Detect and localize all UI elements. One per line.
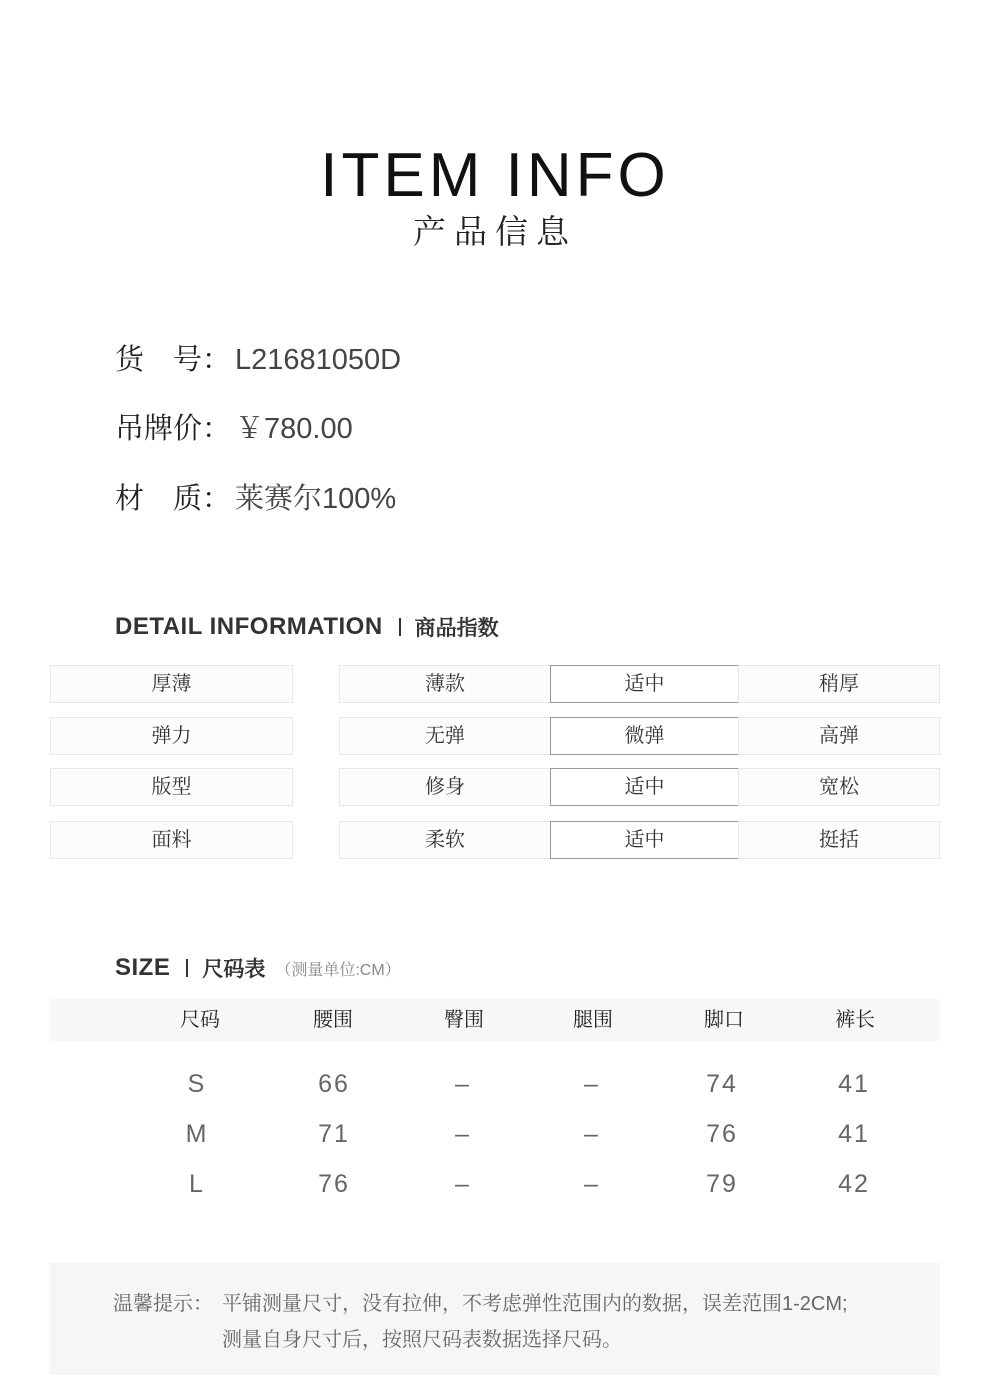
size-cell: 41 — [838, 1070, 870, 1098]
page-subtitle: 产品信息 — [413, 213, 577, 250]
info-label: 货 号： — [115, 344, 232, 376]
size-cell: – — [455, 1070, 471, 1098]
size-col-header: 腿围 — [573, 1009, 613, 1031]
tip-label: 温馨提示： — [113, 1293, 213, 1315]
detail-option: 挺括 — [738, 821, 940, 859]
detail-option: 高弹 — [738, 717, 940, 755]
size-cell: – — [455, 1170, 471, 1198]
size-col-header: 尺码 — [180, 1009, 220, 1031]
detail-row-name: 版型 — [50, 768, 293, 806]
size-col-header: 腰围 — [313, 1009, 353, 1031]
size-cell: 74 — [706, 1070, 738, 1098]
detail-option: 宽松 — [738, 768, 940, 806]
size-cell: S — [187, 1070, 207, 1098]
detail-option: 稍厚 — [738, 665, 940, 703]
tip-text-line1: 平铺测量尺寸，没有拉伸，不考虑弹性范围内的数据，误差范围1-2CM; — [222, 1293, 848, 1315]
size-cell: 76 — [706, 1120, 738, 1148]
detail-row-name: 厚薄 — [50, 665, 293, 703]
size-cell: – — [584, 1070, 600, 1098]
detail-title-cn: 商品指数 — [414, 617, 499, 640]
size-col-header: 脚口 — [704, 1009, 744, 1031]
info-label: 材 质： — [115, 483, 232, 515]
size-cell: 76 — [318, 1170, 350, 1198]
size-title-cn: 尺码表 — [202, 958, 266, 981]
detail-row-name: 面料 — [50, 821, 293, 859]
size-col-header: 裤长 — [835, 1009, 875, 1031]
detail-option-selected: 微弹 — [550, 717, 739, 755]
detail-option: 修身 — [339, 768, 551, 806]
page-title: ITEM INFO — [320, 141, 670, 210]
info-row-material — [115, 479, 396, 519]
detail-option: 薄款 — [339, 665, 551, 703]
size-cell: 42 — [838, 1170, 870, 1198]
size-col-header: 臀围 — [444, 1009, 484, 1031]
info-label: 吊牌价： — [115, 413, 232, 445]
size-cell: – — [584, 1170, 600, 1198]
detail-option-selected: 适中 — [550, 821, 739, 859]
size-unit-note: （测量单位:CM） — [275, 961, 401, 979]
info-value: ￥780.00 — [235, 413, 353, 445]
divider — [186, 959, 188, 977]
size-cell: L — [189, 1170, 205, 1198]
detail-section-header — [115, 612, 499, 642]
detail-option: 柔软 — [339, 821, 551, 859]
size-cell: – — [455, 1120, 471, 1148]
size-cell: 41 — [838, 1120, 870, 1148]
info-row-price — [115, 409, 353, 449]
size-title-en: SIZE — [115, 954, 171, 981]
detail-option-selected: 适中 — [550, 768, 739, 806]
detail-title-en: DETAIL INFORMATION — [115, 613, 383, 640]
size-cell: 66 — [318, 1070, 350, 1098]
detail-row-name: 弹力 — [50, 717, 293, 755]
info-value: L21681050D — [235, 344, 402, 376]
divider — [399, 618, 401, 636]
size-cell: M — [185, 1120, 209, 1148]
tip-text-line2: 测量自身尺寸后，按照尺码表数据选择尺码。 — [222, 1329, 622, 1351]
detail-option-selected: 适中 — [550, 665, 739, 703]
tip-box — [50, 1263, 940, 1375]
info-row-item-number — [115, 340, 401, 380]
info-value: 莱赛尔100% — [235, 483, 397, 515]
size-cell: 71 — [318, 1120, 350, 1148]
size-section-header — [115, 953, 401, 983]
detail-option: 无弹 — [339, 717, 551, 755]
size-cell: 79 — [706, 1170, 738, 1198]
size-cell: – — [584, 1120, 600, 1148]
